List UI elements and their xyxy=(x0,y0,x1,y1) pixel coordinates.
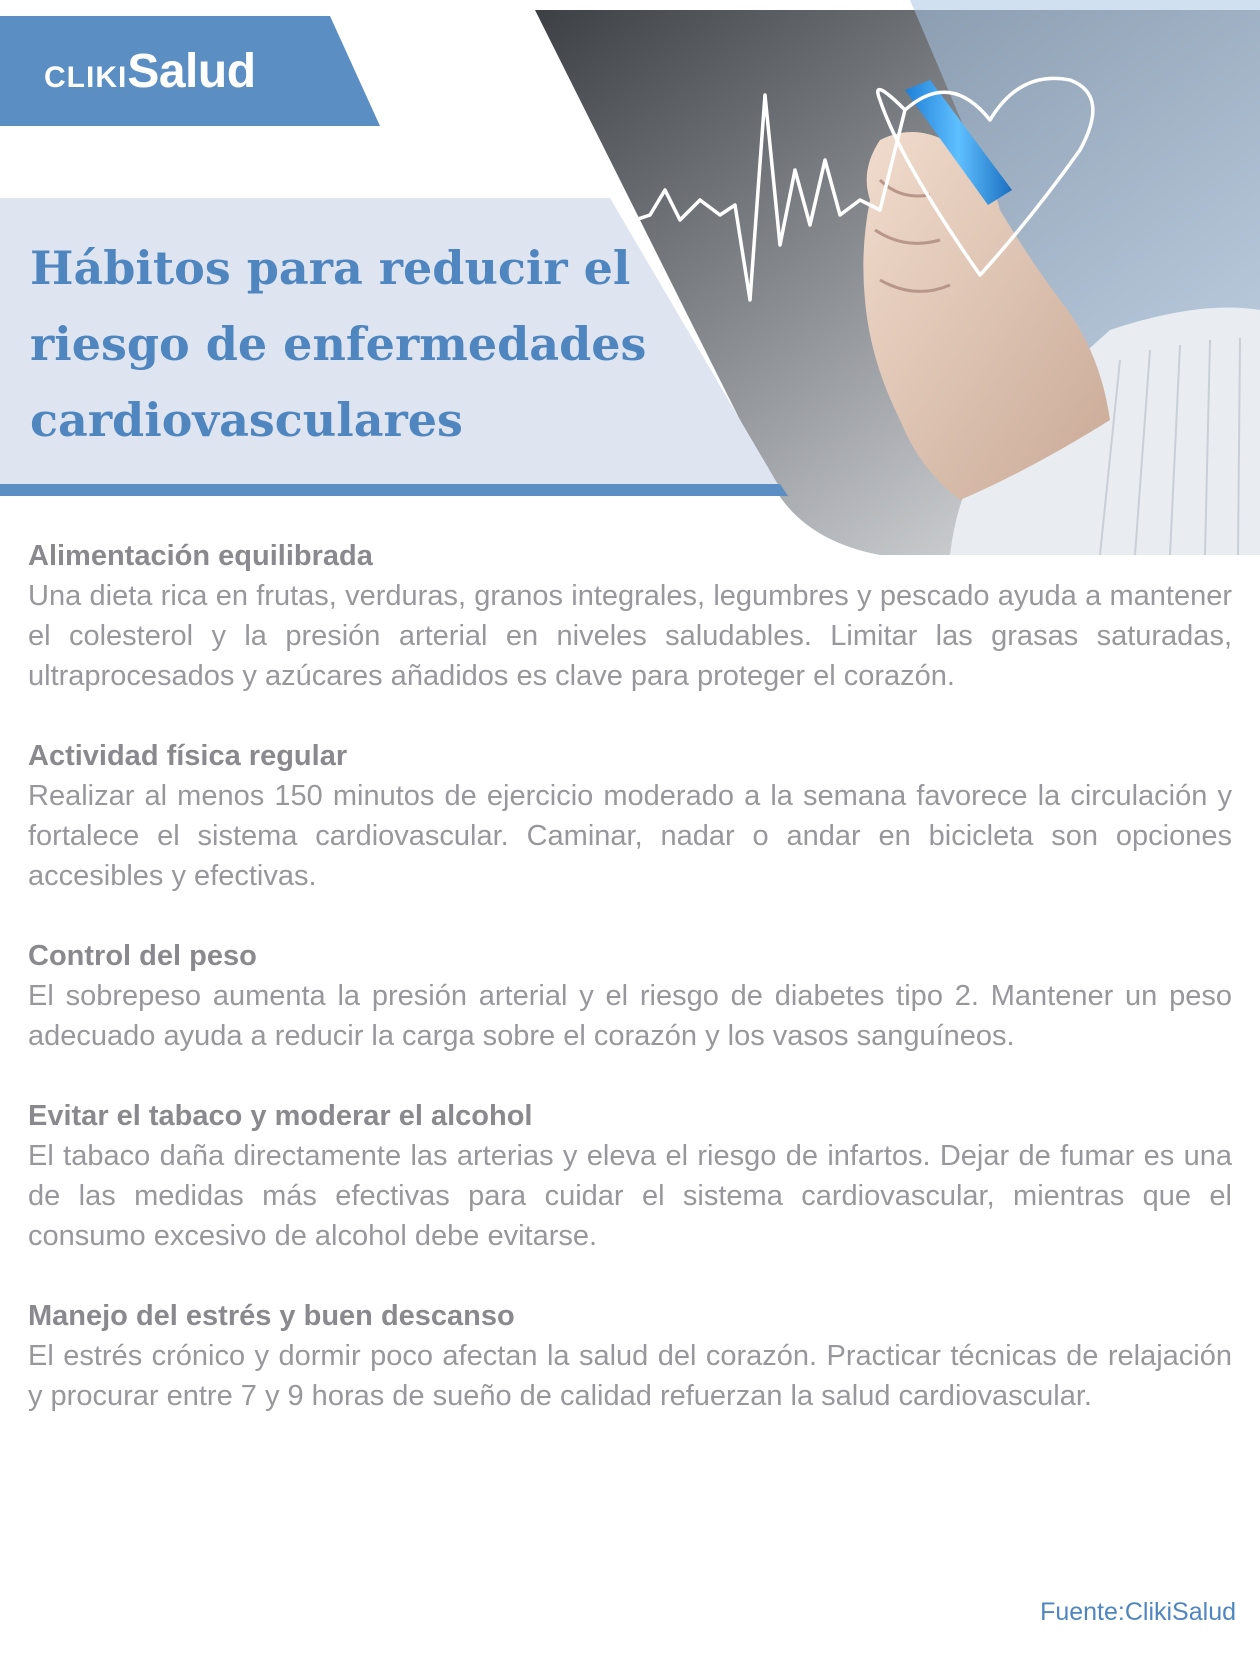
section-control-peso xyxy=(28,936,1232,1056)
section-body: El tabaco daña directamente las arterias y eleva el riesgo de infartos. Dejar de fumar es una de las medidas más efectivas para cuidar el sistema cardiovascular, mientras que el consumo excesivo de alcohol debe evitarse. xyxy=(28,1140,1232,1252)
section-tabaco-alcohol xyxy=(28,1096,1232,1256)
section-heading: Actividad física regular xyxy=(28,740,348,772)
section-heading: Control del peso xyxy=(28,940,257,972)
section-heading: Evitar el tabaco y moderar el alcohol xyxy=(28,1100,533,1132)
section-alimentacion xyxy=(28,536,1232,696)
section-heading: Alimentación equilibrada xyxy=(28,540,373,572)
section-actividad-fisica xyxy=(28,736,1232,896)
title-line: riesgo de enfermedades xyxy=(30,317,647,371)
section-body: Una dieta rica en frutas, verduras, granos integrales, legumbres y pescado ayuda a mantener el colesterol y la presión arterial en niveles saludables. Limitar las grasas saturadas, ultraprocesados y azúcares añadidos es clave para proteger el corazón. xyxy=(28,580,1232,692)
section-body: Realizar al menos 150 minutos de ejercicio moderado a la semana favorece la circulación y fortalece el sistema cardiovascular. Caminar, nadar o andar en bicicleta son opciones accesibles y efectivas. xyxy=(28,780,1232,892)
title-line: cardiovasculares xyxy=(30,393,463,447)
page-title xyxy=(30,230,710,458)
logo-suffix: Salud xyxy=(127,45,256,98)
title-line: Hábitos para reducir el xyxy=(30,241,631,295)
logo-prefix: CLIKI xyxy=(44,61,128,94)
brand-logo xyxy=(44,44,256,99)
section-body: El estrés crónico y dormir poco afectan la salud del corazón. Practicar técnicas de relajación y procurar entre 7 y 9 horas de sueño de calidad refuerzan la salud cardiovascular. xyxy=(28,1340,1232,1412)
content-sections xyxy=(28,536,1232,1456)
source-credit: Fuente:ClikiSalud xyxy=(1040,1598,1236,1626)
section-body: El sobrepeso aumenta la presión arterial y el riesgo de diabetes tipo 2. Mantener un peso adecuado ayuda a reducir la carga sobre el corazón y los vasos sanguíneos. xyxy=(28,980,1232,1052)
section-heading: Manejo del estrés y buen descanso xyxy=(28,1300,515,1332)
title-divider xyxy=(0,484,788,496)
section-estres-descanso xyxy=(28,1296,1232,1416)
